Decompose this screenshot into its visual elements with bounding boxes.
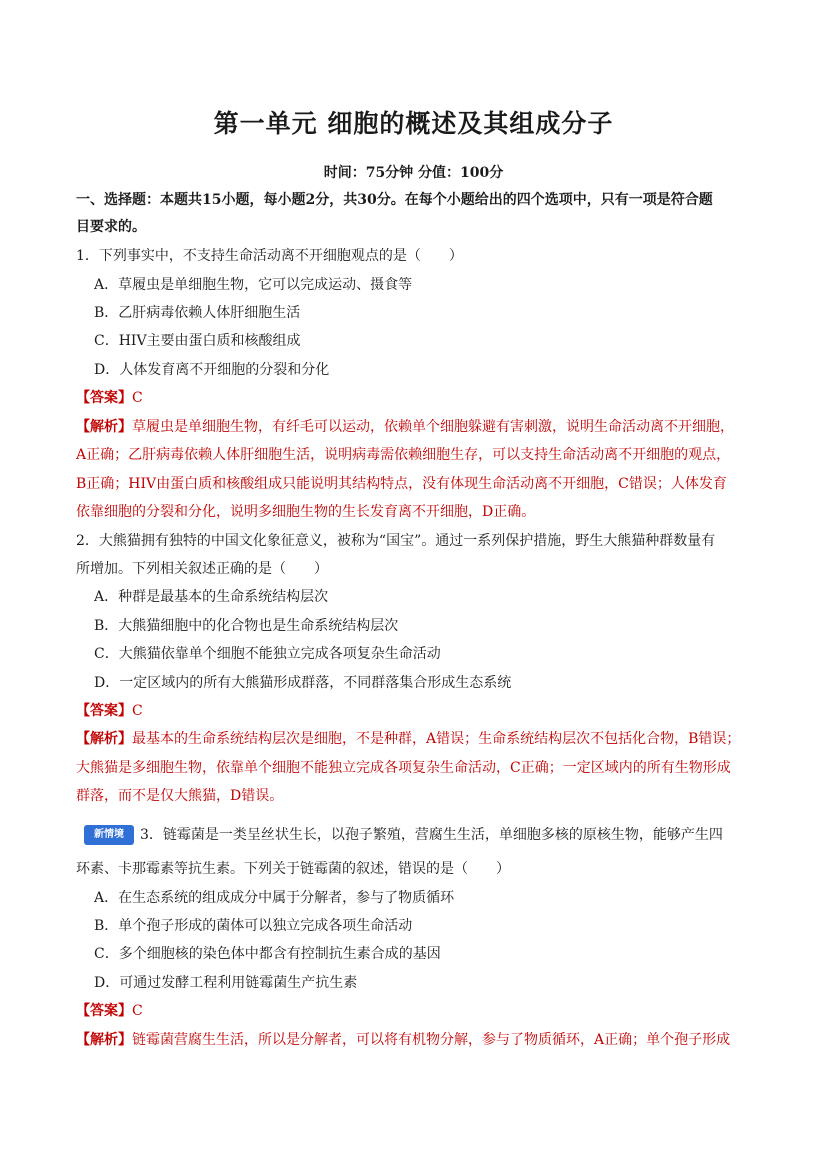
- q3-option-b: B．单个孢子形成的菌体可以独立完成各项生命活动: [94, 918, 413, 934]
- analysis-text: 链霉菌营腐生生活，所以是分解者，可以将有机物分解，参与了物质循环，A正确；单个孢子形成: [132, 1032, 731, 1048]
- section-heading-line1: 一、选择题：本题共15小题，每小题2分，共30分。在每个小题给出的四个选项中，只有一项是符合题: [76, 192, 713, 208]
- q2-analysis-line: [76, 729, 756, 749]
- q1-option-a: A．草履虫是单细胞生物，它可以完成运动、摄食等: [94, 277, 413, 293]
- q1-analysis-line: 依靠细胞的分裂和分化，说明多细胞生物的生长发育离不开细胞，D正确。: [76, 504, 536, 520]
- q2-analysis-line: 大熊猫是多细胞生物，依靠单个细胞不能独立完成各项复杂生命活动，C正确；一定区域内的所有生物形成: [76, 760, 731, 776]
- q3-stem-line1: 3．链霉菌是一类呈丝状生长，以孢子繁殖，营腐生生活，单细胞多核的原核生物，能够产生四: [140, 827, 723, 843]
- answer-label: 【答案】: [76, 703, 132, 719]
- analysis-text: 最基本的生命系统结构层次是细胞，不是种群，A错误；生命系统结构层次不包括化合物，B错误；: [132, 731, 741, 747]
- q1-stem: 1．下列事实中，不支持生命活动离不开细胞观点的是（ ）: [76, 248, 463, 264]
- q2-option-a: A．种群是最基本的生命系统结构层次: [94, 589, 329, 605]
- page-title: 第一单元 细胞的概述及其组成分子: [213, 109, 614, 138]
- new-context-badge: 新情境: [84, 825, 134, 845]
- q3-answer: [76, 1001, 756, 1021]
- q3-analysis-line: [76, 1030, 756, 1050]
- q2-option-c: C．大熊猫依靠单个细胞不能独立完成各项复杂生命活动: [94, 646, 441, 662]
- analysis-label: 【解析】: [76, 1032, 132, 1048]
- q3-option-c: C．多个细胞核的染色体中都含有控制抗生素合成的基因: [94, 946, 441, 962]
- q1-analysis-line: [76, 417, 756, 437]
- answer-value: C: [132, 390, 143, 406]
- q2-option-b: B．大熊猫细胞中的化合物也是生命系统结构层次: [94, 618, 399, 634]
- q3-stem-line2: 环素、卡那霉素等抗生素。下列关于链霉菌的叙述，错误的是（ ）: [76, 861, 510, 877]
- answer-label: 【答案】: [76, 390, 132, 406]
- analysis-label: 【解析】: [76, 419, 132, 435]
- answer-label: 【答案】: [76, 1003, 132, 1019]
- q1-answer: [76, 388, 756, 408]
- q1-analysis-line: A正确；乙肝病毒依赖人体肝细胞生活，说明病毒需依赖细胞生存，可以支持生命活动离不开细胞的观点，: [76, 447, 731, 463]
- q1-option-d: D．人体发育离不开细胞的分裂和分化: [94, 362, 330, 378]
- q3-option-d: D．可通过发酵工程利用链霉菌生产抗生素: [94, 975, 358, 991]
- analysis-text: 草履虫是单细胞生物，有纤毛可以运动，依赖单个细胞躲避有害刺激，说明生命活动离不开细胞，: [132, 419, 734, 435]
- q2-option-d: D．一定区域内的所有大熊猫形成群落，不同群落集合形成生态系统: [94, 675, 512, 691]
- q1-analysis-line: B正确；HIV由蛋白质和核酸组成只能说明其结构特点，没有体现生命活动离不开细胞，C错误；人体发育: [76, 476, 727, 492]
- answer-value: C: [132, 703, 143, 719]
- answer-value: C: [132, 1003, 143, 1019]
- section-heading-line2: 目要求的。: [76, 219, 146, 235]
- q2-stem-line1: 2．大熊猫拥有独特的中国文化象征意义，被称为“国宝”。通过一系列保护措施，野生大熊猫种群数量有: [76, 533, 716, 549]
- q3-option-a: A．在生态系统的组成成分中属于分解者，参与了物质循环: [94, 890, 455, 906]
- q2-stem-line2: 所增加。下列相关叙述正确的是（ ）: [76, 561, 328, 577]
- q1-option-c: C．HIV主要由蛋白质和核酸组成: [94, 333, 301, 349]
- q2-answer: [76, 701, 756, 721]
- exam-info: 时间：75分钟 分值：100分: [323, 165, 504, 181]
- analysis-label: 【解析】: [76, 731, 132, 747]
- q2-analysis-line: 群落，而不是仅大熊猫，D错误。: [76, 788, 284, 804]
- q1-option-b: B．乙肝病毒依赖人体肝细胞生活: [94, 305, 301, 321]
